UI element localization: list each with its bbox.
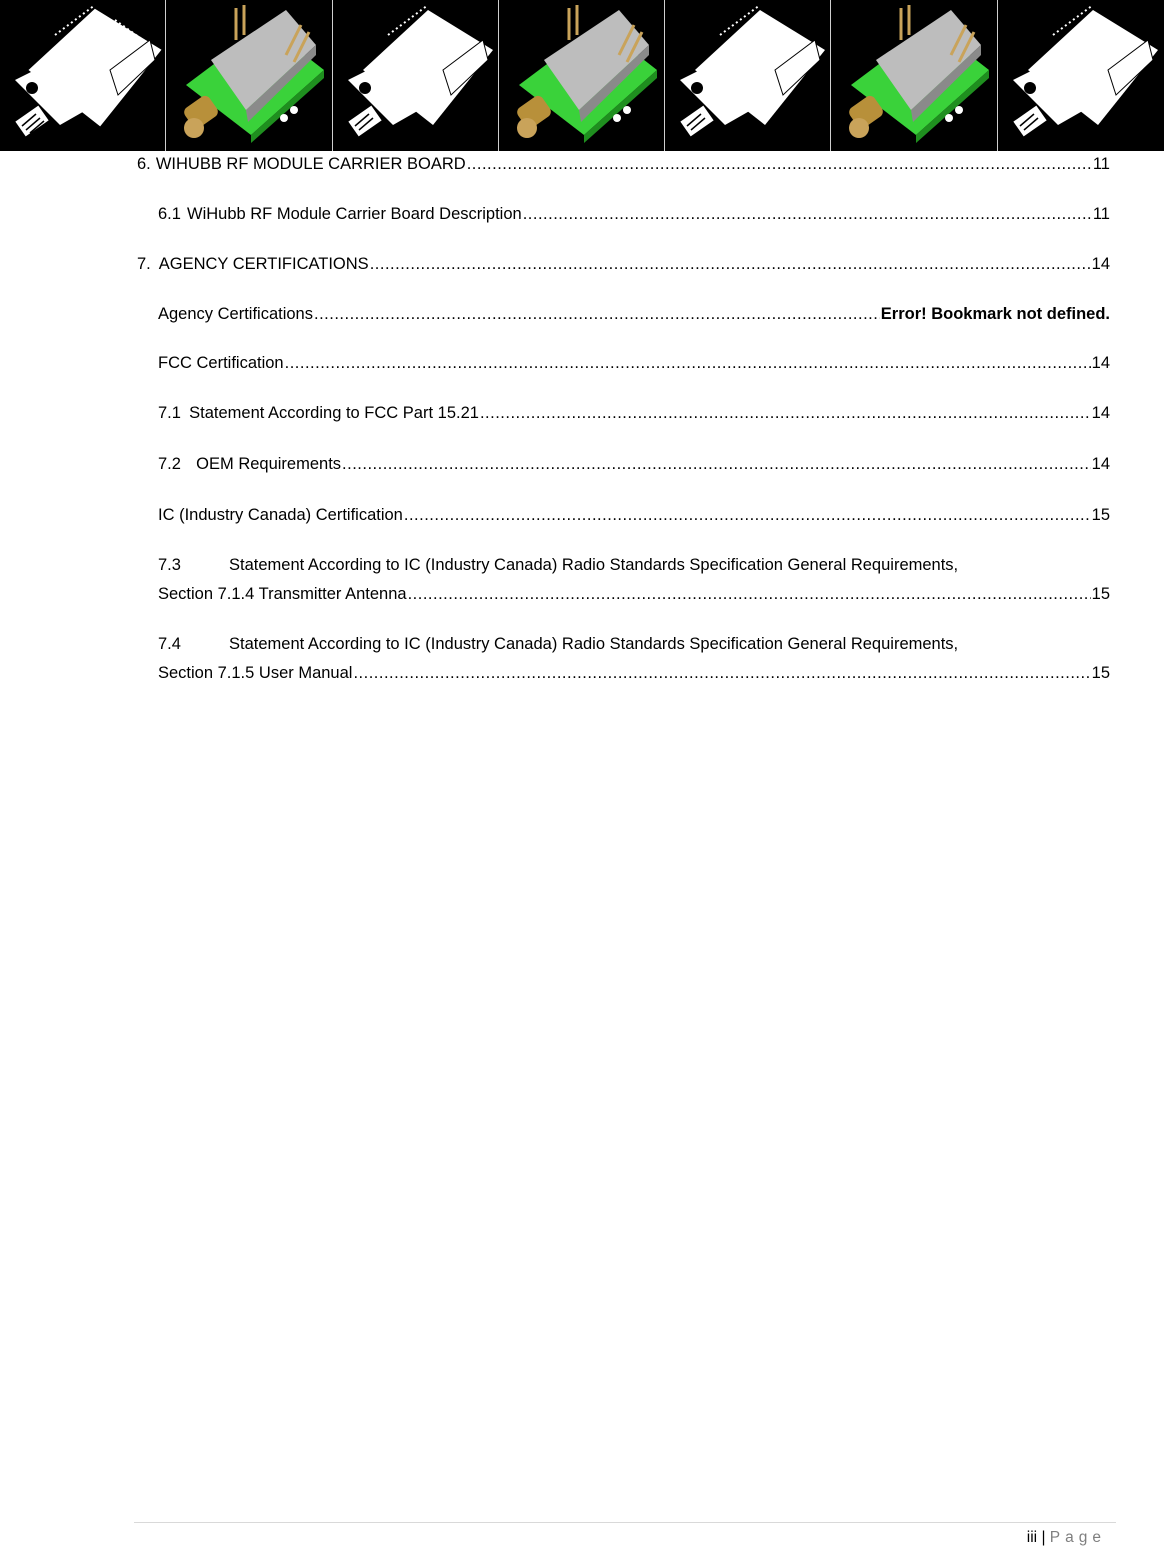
- banner-tile-outline-3: [665, 0, 831, 151]
- toc-title-continued: Section 7.1.4 Transmitter Antenna: [158, 585, 407, 603]
- footer-page-label: Page: [1049, 1529, 1106, 1546]
- footer-separator: |: [1041, 1529, 1046, 1546]
- toc-leader: [467, 154, 1092, 174]
- toc-title: OEM Requirements: [196, 455, 342, 473]
- toc-number: 7.1: [158, 404, 181, 422]
- page-footer: [1027, 1528, 1106, 1548]
- banner-tile-outline-2: [333, 0, 499, 151]
- toc-title: Statement According to FCC Part 15.21: [189, 404, 479, 422]
- toc-title: FCC Certification: [158, 354, 284, 372]
- toc-title: AGENCY CERTIFICATIONS: [158, 255, 369, 273]
- rf-module-board-image: [166, 0, 332, 151]
- toc-page: 15: [1091, 664, 1110, 682]
- toc-leader: [342, 454, 1091, 474]
- footer-divider: [134, 1522, 1116, 1523]
- toc-number: 7.4: [158, 635, 181, 653]
- toc-leader: [523, 204, 1092, 224]
- toc-leader: [285, 353, 1091, 373]
- toc-number: 6.: [137, 155, 151, 173]
- rf-module-board-image: [831, 0, 997, 151]
- toc-title-continued: Section 7.1.5 User Manual: [158, 664, 353, 682]
- toc-title: Statement According to IC (Industry Canada) Radio Standards Specification General Requirements,: [229, 635, 959, 653]
- toc-page: 14: [1091, 354, 1110, 372]
- toc-title: Agency Certifications: [158, 305, 313, 323]
- rf-module-outline-image: [665, 0, 831, 151]
- banner-tile-board-2: [499, 0, 665, 151]
- toc-title: IC (Industry Canada) Certification: [158, 506, 403, 524]
- toc-leader: [353, 663, 1090, 683]
- toc-number: 7.3: [158, 556, 181, 574]
- rf-module-board-image: [499, 0, 665, 151]
- toc-page: 14: [1091, 455, 1110, 473]
- toc-page: 11: [1092, 155, 1110, 173]
- toc-title: Statement According to IC (Industry Canada) Radio Standards Specification General Requirements,: [229, 556, 959, 574]
- toc-page: 14: [1091, 255, 1110, 273]
- toc-page: 15: [1091, 506, 1110, 524]
- toc-leader: [404, 505, 1091, 525]
- toc-title: WiHubb RF Module Carrier Board Description: [187, 205, 522, 223]
- banner-tile-board-1: [166, 0, 332, 151]
- rf-module-outline-image: [333, 0, 499, 151]
- toc-title: WIHUBB RF MODULE CARRIER BOARD: [155, 155, 466, 173]
- toc-leader: [314, 304, 880, 324]
- banner-tile-board-3: [831, 0, 997, 151]
- banner-tile-outline-1: [0, 0, 166, 151]
- toc-number: 6.1: [158, 205, 181, 223]
- toc-leader: [480, 403, 1091, 423]
- banner-tile-outline-4: [998, 0, 1164, 151]
- toc-page: 11: [1092, 205, 1110, 223]
- toc-page: 14: [1091, 404, 1110, 422]
- header-banner: [0, 0, 1164, 151]
- rf-module-outline-image: [998, 0, 1164, 151]
- footer-page-number: iii: [1026, 1529, 1038, 1546]
- rf-module-outline-image: [0, 0, 166, 151]
- toc-number: 7.2: [158, 455, 181, 473]
- toc-leader: [370, 254, 1091, 274]
- toc-leader: [408, 584, 1091, 604]
- toc-page-error: Error! Bookmark not defined.: [880, 305, 1110, 323]
- toc-number: 7.: [137, 255, 151, 273]
- toc-page: 15: [1091, 585, 1110, 603]
